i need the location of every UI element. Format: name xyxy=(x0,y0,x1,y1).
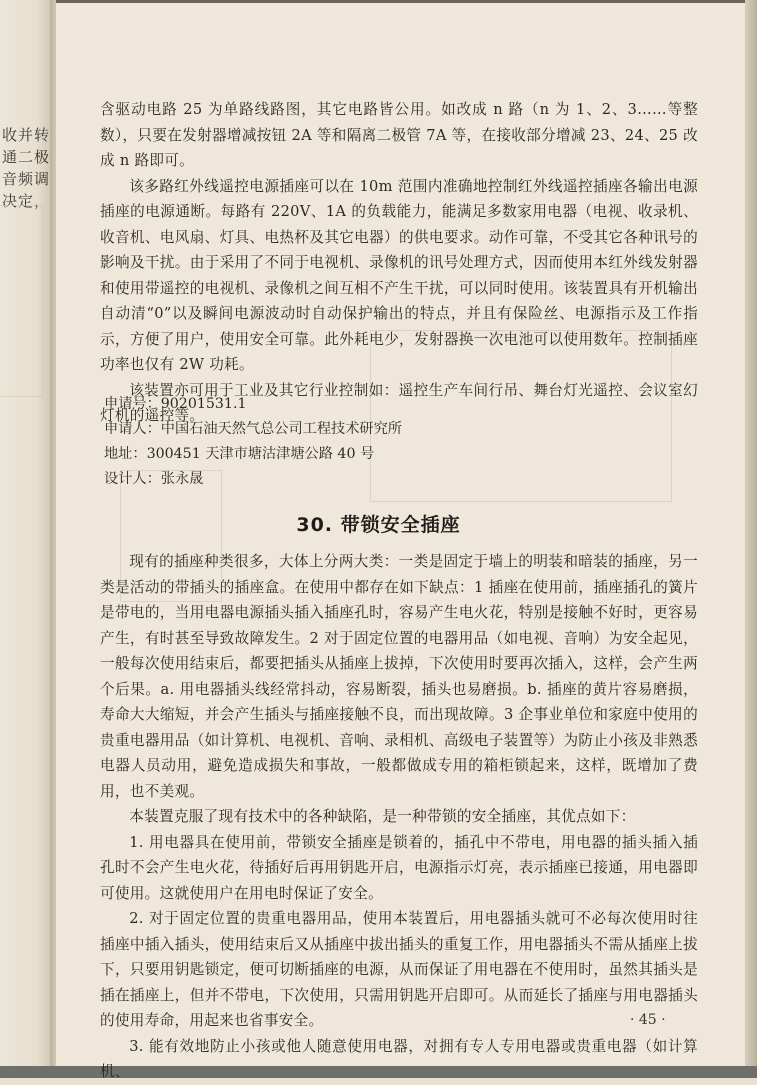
paragraph: 该多路红外线遥控电源插座可以在 10m 范围内准确地控制红外线遥控插座各输出电源插座的电源通断。每路有 220V、1A 的负载能力，能满足多数家用电器（电视、收录机、收音机、电风扇、灯具、电热杯及其它电器）的供电要求。动作可靠，不受其它各种讯号的影响及干扰。由于采用了不同于电视机、录像机的讯号处理方式，因而使用本红外线发射器和使用带遥控的电视机、录像机之间互相不产生干扰，可以同时使用。该装置具有开机输出自动清“0”以及瞬间电源波动时自动保护输出的特点，并且有保险丝、电源指示及工作指示，方便了用户，使用安全可靠。此外耗电少，发射器换一次电池可以使用数年。控制插座功率也仅有 2W 功耗。 xyxy=(100,177,698,373)
top-section-text xyxy=(100,97,698,429)
left-page-text-fragment: 收并转 xyxy=(2,126,51,144)
paragraph: 含驱动电路 25 为单路线路图，其它电路皆公用。如改成 n 路（n 为 1、2、3……等整数），只要在发射器增减按钮 2A 等和隔离二极管 7A 等，在接收部分增减 23、24、25 改成 n 路即可。 xyxy=(100,101,698,169)
paragraph: 现有的插座种类很多，大体上分两大类：一类是固定于墙上的明装和暗装的插座，另一类是活动的带插头的插座盒。在使用中都存在如下缺点：1 插座在使用前，插座插孔的簧片是带电的，当用电器电源插头插入插座孔时，容易产生电火花，特别是接触不好时，更容易产生，有时甚至导致故障发生。2 对于固定位置的电器用品（如电视、音响）为安全起见，一般每次使用结束后，都要把插头从插座上拔掉，下次使用时要再次插入，这样，会产生两个后果。a. 用电器插头线经常抖动，容易断裂，插头也易磨损。b. 插座的黄片容易磨损，寿命大大缩短，并会产生插头与插座接触不良，而出现故障。3 企事业单位和家庭中使用的贵重电器用品（如计算机、电视机、音响、录相机、高级电子装置等）为防止小孩及非熟悉电器人员动用，避免造成损失和事故，一般都做成专用的箱柜锁起来，这样，既增加了费用，也不美观。 xyxy=(100,553,698,800)
patent-info xyxy=(104,392,402,492)
paragraph: 2. 对于固定位置的贵重电器用品，使用本装置后，用电器插头就可不必每次使用时往插座中插入插头，使用结束后又从插座中拔出插头的重复工作，用电器插头不需从插座上拔下，只要用钥匙锁定，便可切断插座的电源，从而保证了用电器在不使用时，虽然其插头是插在插座上，但并不带电，下次使用，只需用钥匙开启即可。从而延长了插座与用电器插头的使用寿命，用起来也省事安全。 xyxy=(100,910,698,1029)
left-page-diagram-fragment xyxy=(0,205,43,397)
section-body xyxy=(100,549,698,1085)
applicant: 申请人：中国石油天然气总公司工程技术研究所 xyxy=(104,421,402,437)
paragraph: 本装置克服了现有技术中的各种缺陷，是一种带锁的安全插座，其优点如下： xyxy=(129,808,636,825)
left-page-text-fragment: 音频调 xyxy=(2,170,51,188)
page-right-edge xyxy=(745,0,757,1078)
section-title: 30. 带锁安全插座 xyxy=(296,514,461,536)
paragraph: 该装置亦可用于工业及其它行业控制如：遥控生产车间行吊、舞台灯光遥控、会议室幻灯机的遥控等。 xyxy=(100,381,698,424)
designer: 设计人：张永晟 xyxy=(104,471,204,487)
left-page-text-fragment: 通二极 xyxy=(2,148,51,166)
left-page-edge xyxy=(0,0,52,1078)
paragraph: 1. 用电器具在使用前，带锁安全插座是锁着的，插孔中不带电，用电器的插头插入插孔时不会产生电火花，待插好后再用钥匙开启，电源指示灯亮，表示插座已接通，用电器即可使用。这就使用户在用电时保证了安全。 xyxy=(100,833,698,902)
address: 地址：300451 天津市塘沽津塘公路 40 号 xyxy=(104,446,375,462)
page-number: · 45 · xyxy=(630,1012,666,1028)
left-page-text-fragment: 决定， xyxy=(2,192,51,210)
page-top-shadow xyxy=(56,0,746,3)
application-number: 申请号：90201531.1 xyxy=(104,396,247,412)
paragraph: 3. 能有效地防止小孩或他人随意使用电器，对拥有专人专用电器或贵重电器（如计算机、 xyxy=(100,1037,698,1080)
